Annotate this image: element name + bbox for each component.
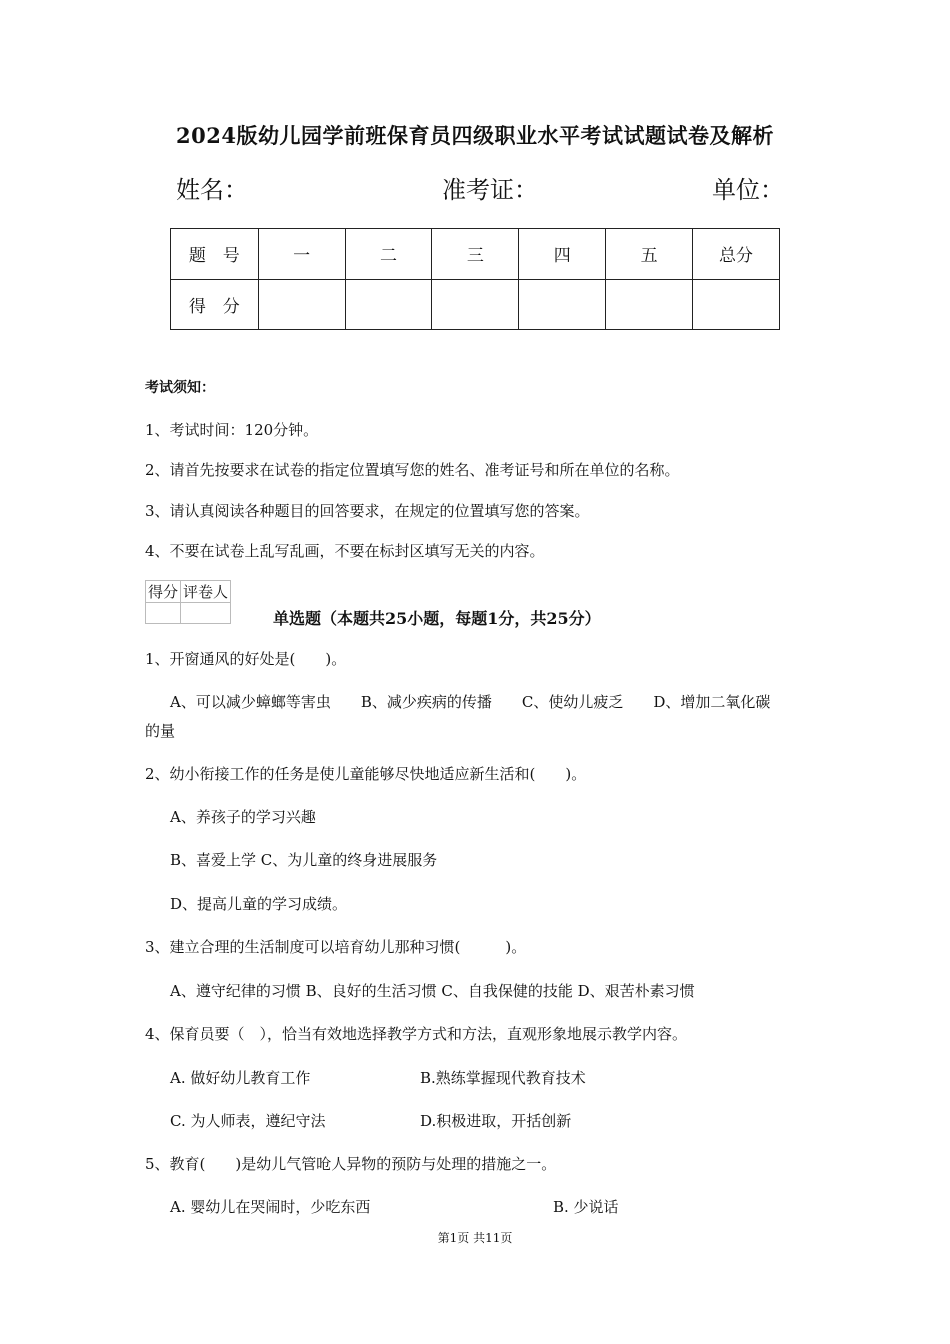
score-header-cell: 二 [345,229,432,280]
option-a: A. 婴幼儿在哭闹时，少吃东西 [170,1198,371,1216]
score-header-cell: 一 [258,229,345,280]
score-header-cell: 五 [606,229,693,280]
grader-table [145,580,231,624]
notes-heading: 考试须知： [145,380,215,396]
question-text: 1、开窗通风的好处是( )。 [145,650,347,668]
page-footer: 第1页 共11页 [437,1231,513,1245]
option-a: A、养孩子的学习兴趣 [170,808,316,826]
score-table-score-row [171,279,780,330]
score-table [170,228,780,330]
score-cell[interactable] [693,279,780,330]
notes-item: 4、不要在试卷上乱写乱画，不要在标封区填写无关的内容。 [145,542,545,560]
score-row-label: 得 分 [171,279,259,330]
option-d: D、提高儿童的学习成绩。 [170,895,348,913]
document-title: 2024版幼儿园学前班保育员四级职业水平考试试题试卷及解析 [176,123,774,148]
score-header-cell: 题 号 [171,229,259,280]
question-text: 5、教育( )是幼儿气管呛人异物的预防与处理的措施之一。 [145,1155,557,1173]
score-header-cell: 三 [432,229,519,280]
grader-score-label: 得分 [146,581,181,603]
notes-item: 1、考试时间：120分钟。 [145,421,319,439]
grader-score-cell[interactable] [146,603,181,624]
score-cell[interactable] [519,279,606,330]
option-c: C. 为人师表，遵纪守法 [170,1112,326,1130]
option-b: B.熟练掌握现代教育技术 [420,1069,586,1087]
section-title: 单选题（本题共25小题，每题1分，共25分） [273,609,601,628]
question-text: 3、建立合理的生活制度可以培育幼儿那种习惯( )。 [145,938,527,956]
option-d: D.积极进取，开括创新 [420,1112,572,1130]
unit-field-label: 单位： [712,176,784,204]
grader-reviewer-cell[interactable] [181,603,231,624]
option-b: B. 少说话 [553,1198,619,1216]
score-table-header-row [171,229,780,280]
grader-reviewer-label: 评卷人 [181,581,231,603]
question-options: A、遵守纪律的习惯 B、良好的生活习惯 C、自我保健的技能 D、艰苦朴素习惯 [170,982,695,1000]
question-text: 2、幼小衔接工作的任务是使儿童能够尽快地适应新生活和( )。 [145,765,587,783]
question-options: A、可以减少蟑螂等害虫 B、减少疾病的传播 C、使幼儿疲乏 D、增加二氧化碳 [170,693,771,711]
score-cell[interactable] [258,279,345,330]
name-field-label: 姓名： [176,176,248,204]
score-cell[interactable] [606,279,693,330]
notes-item: 3、请认真阅读各种题目的回答要求，在规定的位置填写您的答案。 [145,502,590,520]
question-options-continued: 的量 [145,722,176,740]
option-a: A. 做好幼儿教育工作 [170,1069,311,1087]
score-header-cell: 四 [519,229,606,280]
notes-item: 2、请首先按要求在试卷的指定位置填写您的姓名、准考证号和所在单位的名称。 [145,461,680,479]
score-cell[interactable] [432,279,519,330]
score-cell[interactable] [345,279,432,330]
exam-id-field-label: 准考证： [442,176,538,204]
option-b: B、喜爱上学 C、为儿童的终身进展服务 [170,851,438,869]
score-header-cell: 总分 [693,229,780,280]
question-text: 4、保育员要（ ），恰当有效地选择教学方式和方法，直观形象地展示教学内容。 [145,1025,688,1043]
